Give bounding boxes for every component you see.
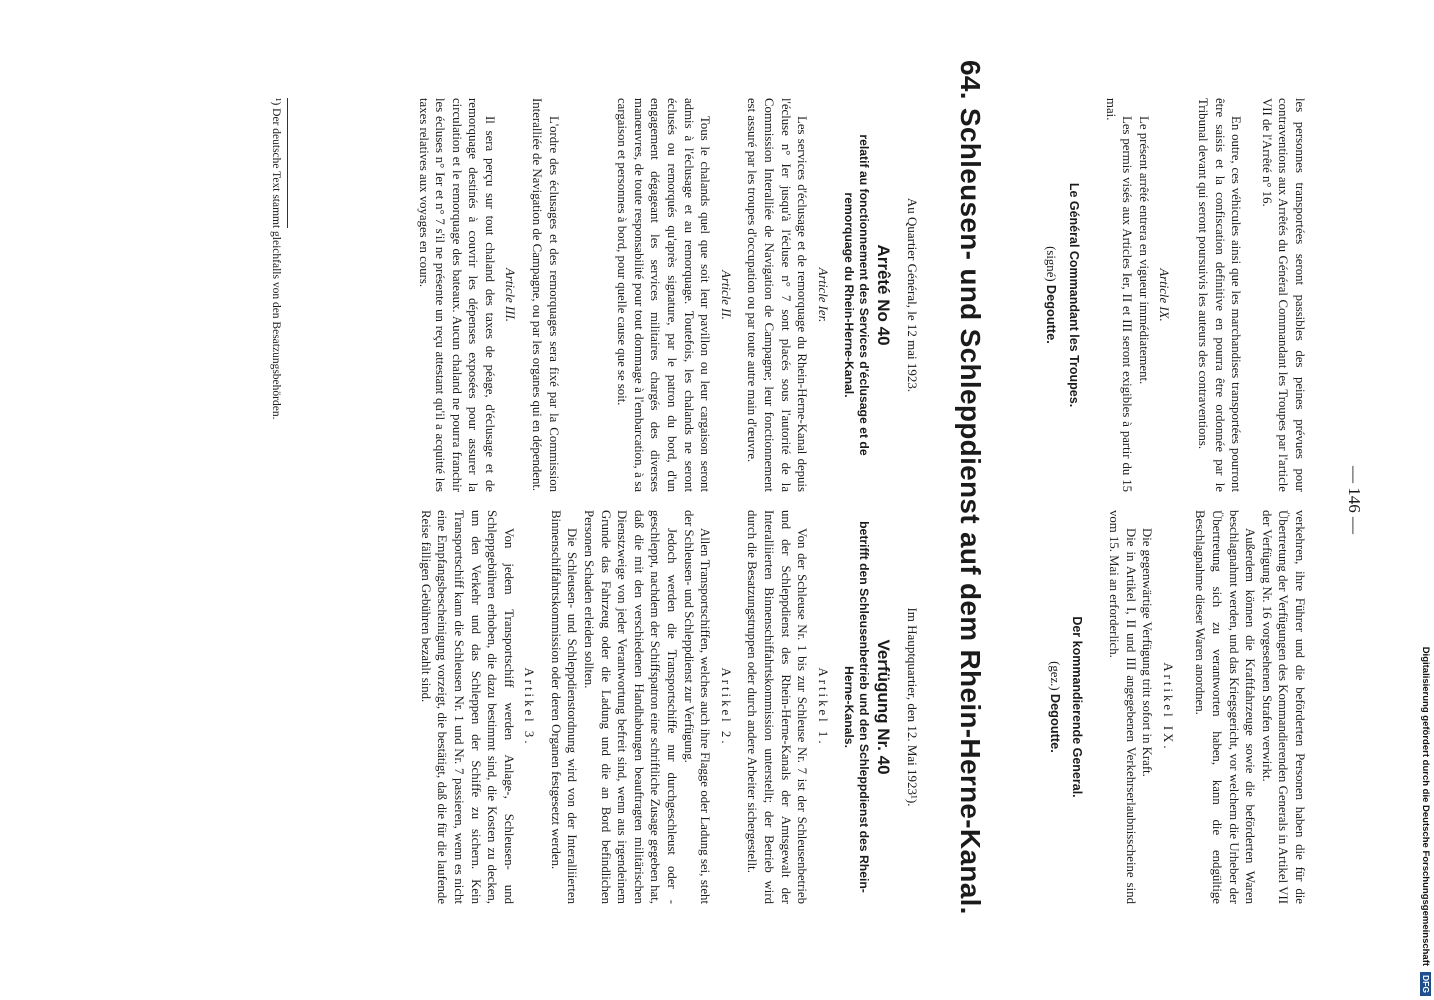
decree-title: Arrêté No 40 bbox=[874, 244, 894, 346]
footnote-rule bbox=[287, 98, 288, 228]
paragraph: Die gegenwärtige Verfügung tritt sofort in Kraft. bbox=[1140, 528, 1155, 777]
footnote: ¹) Der deutsche Text stammt gleichfalls von den Besatzungsbehörden. bbox=[270, 98, 282, 420]
digitization-credit bbox=[1420, 6, 1432, 996]
paragraph: les personnes transportées seront passibles des peines prévues pour contraventions aux Arrêtés du Général Commandant les Troupes par l'article VII de l'Arrêté n° 16. bbox=[1259, 98, 1307, 492]
signature-line bbox=[1043, 98, 1060, 492]
credit-line bbox=[1420, 6, 1432, 996]
signatory-title: Le Général Commandant les Troupes. bbox=[1067, 182, 1082, 408]
article-heading: Article III. bbox=[503, 267, 518, 322]
place-date: Im Hauptquartier, den 12. Mai 1923¹). bbox=[905, 607, 920, 807]
previous-decree-french-column bbox=[1043, 98, 1308, 492]
section-heading: 64. Schleusen- und Schleppdienst auf dem Rhein-Herne-Kanal. bbox=[955, 60, 986, 915]
signatory-title: Der kommandierende General. bbox=[1070, 616, 1085, 798]
paragraph: Tous le chalands quel que soit leur pavillon ou leur cargaison seront admis à l'éclusage et au remorquage. Toutefois, les chalands ne seront éclusés ou remorqués qu'après signature, par le patron du bord, d'un engagement dégageant les services militaires chargés des diverses manœuvres, de toute responsabilité pour tout dommage à l'embarcation, à sa cargaison et personnes à bord, pour quelle cause que se soit. bbox=[615, 98, 713, 492]
paragraph: Jedoch werden die Transportschiffe nur durchgeschleust oder -geschleppt, nachdem der Schiffspatron eine schriftliche Zusage gegeben hat, daß die mit den verschiedenen Handhabungen beauftragten militärischen Dienstzweige von jeder Verantwortung befreit sind, wenn aus irgendeinem Grunde das Fahrzeug oder die Ladung und die an Bord befindlichen Personen Schaden erleiden sollten. bbox=[582, 510, 680, 904]
paragraph: Le présent arrêté entrera en vigueur immédiatement. bbox=[1136, 116, 1151, 385]
paragraph: Von jedem Transportschiff werden Anlage-, Schleusen- und Schleppgebühren erhoben, die dazu bestimmt sind, die Kosten zu decken, um den Verkehr und das Schleppen der Schiffe zu sichern. Kein Transportschiff kann die Schleusen Nr. 1 und Nr. 7 passieren, wenn es nicht eine Empfangsbescheinigung vorzeigt, die bestätigt, daß die für die laufende Reise fälligen Gebühren bezahlt sind. bbox=[418, 510, 516, 904]
signatory-name: Degoutte. bbox=[1044, 284, 1060, 344]
signatory-name: Degoutte. bbox=[1047, 693, 1063, 753]
decree-subtitle: betrifft den Schleusenbetrieb und den Schleppdienst des Rhein-Herne-Kanals. bbox=[841, 521, 871, 893]
article-heading: Artikel 1. bbox=[815, 667, 830, 747]
article-heading: Artikel 3. bbox=[522, 667, 537, 747]
paragraph: Allen Transportschiffen, welches auch ihre Flagge oder Ladung sei, steht der Schleusen- und Schleppdienst zur Verfügung. bbox=[681, 510, 713, 904]
paragraph: Von der Schleuse Nr. 1 bis zur Schleuse Nr. 7 ist der Schleusenbetrieb und der Schleppdienst des Rhein-Herne-Kanals der Amtsgewalt der Interalliierten Binnenschiffahrtskommission unterstellt; der Betrieb wird durch die Besatzungstruppen oder durch andere Arbeiter sichergestellt. bbox=[745, 510, 810, 904]
paragraph: Außerdem können die Kraftfahrzeuge sowie die beförderten Waren beschlagnahmt werden, und das Kriegsgericht, vor welchem die Urheber der Übertretung sich zu verantworten haben, kann die endgültige Beschlagnahme dieser Waren anordnen. bbox=[1193, 510, 1258, 904]
decree-french-column bbox=[415, 98, 932, 492]
paragraph: Die Schleusen- und Schleppdienstordnung wird von der Interalliierten Binnenschiffahrtskommission oder deren Organen festgesetzt werden. bbox=[548, 510, 580, 904]
paragraph: Il sera perçu sur tout chaland des taxes de péage, d'éclusage et de remorquage destinés à couvrir les dépenses exposées pour assurer la circulation et le remorquage des bateaux. Aucun chaland ne pourra franchir les écluses n° Ier et n° 7 s'il ne présente un reçu attestant qu'il a acquitté les taxes relatives aux voyages en cours. bbox=[416, 98, 497, 492]
article-heading: Artikel IX. bbox=[1160, 662, 1175, 752]
dfg-logo: DFG bbox=[1421, 972, 1432, 996]
paragraph: verkehren, ihre Führer und die beförderten Personen haben die für die Übertretung der Verfügungen des Kommandierenden Generals in Artikel VII der Verfügung Nr. 16 vorgesehenen Strafen verwirkt. bbox=[1259, 510, 1307, 904]
article-heading: Article Ier. bbox=[815, 267, 830, 323]
signed-prefix: (signé) bbox=[1044, 246, 1059, 282]
page-number: — 146 — bbox=[1345, 466, 1364, 534]
paragraph: En outre, ces véhicules ainsi que les marchandises transportées pourront être saisis et la confiscation definitive en pourra être ordonnée par le Tribunal devant qui seront poursuivis les auteurs des contraventions. bbox=[1196, 98, 1244, 492]
article-heading: Article IX. bbox=[1157, 268, 1172, 322]
article-heading: Article II. bbox=[718, 270, 733, 320]
article-heading: Artikel 2. bbox=[718, 667, 733, 747]
paragraph: Les services d'éclusage et de remorquage du Rhein-Herne-Kanal depuis l'écluse n° Ier jusqu'à l'écluse n° 7 sont placés sous l'autorité de la Commission Interalliée de Navigation de Campagne; leur fonctionnement est assuré par les troupes d'occupation ou par toute autre main d'œuvre. bbox=[745, 98, 810, 492]
decree-german-column bbox=[417, 510, 932, 904]
paragraph: Die in Artikel I, II und III angegebenen Verkehrserlaubnisscheine sind vom 15. Mai an erforderlich. bbox=[1107, 510, 1138, 904]
signed-prefix: (gez.) bbox=[1047, 661, 1062, 691]
previous-decree-german-column bbox=[1046, 510, 1308, 904]
paragraph: Les permis visés aux Articles Ier, II et III seront exigibles à partir du 15 mai. bbox=[1103, 98, 1135, 492]
decree-subtitle: relatif au fonctionnement des Services d'éclusage et de remorquage du Rhein-Herne-Kanal. bbox=[841, 134, 871, 456]
place-date: Au Quartier Général, le 12 mai 1923. bbox=[905, 197, 920, 393]
paragraph: L'ordre des éclusages et des remorquages sera fixé par la Commission Interalliée de Navigation de Campagne, ou par les organes qui en dépendent. bbox=[530, 98, 561, 492]
credit-text: Digitalisierung gefördert durch die Deutsche Forschungsgemeinschaft bbox=[1420, 646, 1432, 967]
decree-title: Verfügung Nr. 40 bbox=[874, 639, 894, 775]
signature-line bbox=[1046, 510, 1063, 904]
